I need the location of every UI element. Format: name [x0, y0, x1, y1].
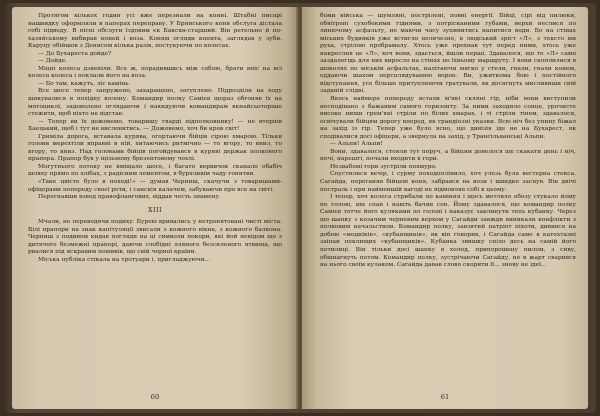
- left-page-text: [28, 13, 282, 265]
- paragraph: боми війська — шумляні, пострілені, повні енергії. Бійці, сірі від пилюки, обвітрені сухобокими гіднями, з потрісканими губами, верхи неслися по линючому асфальту, не маючи часу зупинитись напитися води. Бо на стінах міських будинків уже встигло величезне, в людський зріст «Л», з тексто ми руха, стрілою пробрамалу. Хтось уже прохнав тут перед ними, хтось уже накреслив це «Л», хоч вони, здається, йшли перші. Здавалося, що те «Л» само заздалегідь для них виросло на стінах по їхньому маршруту. І вони скоплилися в шоколях по міськім асфальтах, налітаючи мягко у стели, гнали, гнали конем, оддаючи шахом персплядуванню вороп. Ви, ужиткома бою і постійного відступання, усе більше притуплюючи гратували, як досягнуть мисливиши свій заданій слідві.: [320, 13, 576, 95]
- paragraph: Міцні колеса дзвеніли. Все ж, порадившись між собою, брати вніс на всі колеса колеса і поклали його на воза.: [28, 65, 282, 80]
- right-page-text: [320, 13, 576, 270]
- dialog-line: — Тепер ви їх дожовемо, товаришу гварді підполковнику! — не втерпів Хаецький, щоб і тут не висловитись. — Дожовемо, хоч би кров світ!: [28, 118, 282, 133]
- book-spread: [4, 3, 596, 413]
- paragraph: Спустилися вечір, і сурму походоплінило, хоч улезь була вестерна стекса. Сагайда, переганяв бійцеві коня, забрався на вози і швидко заснув. Він двічі постраль і при найменшій вагоді не відмовляв собі в цьому.: [320, 171, 576, 193]
- page-number-right: 61: [440, 393, 450, 401]
- paragraph: Мчали, не переводячи подиху. Бурею вривались у нетронятовані чисті міста. Білі прапори на знак капітуляції звисали з кожного вікна, з кожного балкона. Черниш з подивом кидав погляди на ці символи покори, які йой невідом ще з дитячого безмежні прапорі, даючи слобідні лляного безсиленого ятвища, що рвалися під яскравим помивів, що свій чорної країни.: [28, 219, 282, 256]
- page-number-left: 60: [150, 393, 160, 401]
- dialog-line: — До Бухареста дойде?: [38, 50, 112, 57]
- paragraph: Перегнавши взвод правофлангових, віддав честь знамену.: [38, 194, 221, 201]
- left-page: [12, 7, 298, 409]
- paragraph: «Таке цвісте було в поході!» — думав Черниш, скачучи з товаришами-офіцерами попереду своєї роти, і санскія калачем, забуваючи про все на світі.: [28, 179, 282, 193]
- paragraph: Вони, здавалося, стояли тут поруч, а бійцям довелося ще скакати день і ніч, ночі, нарешті, почали входити в гори.: [320, 148, 576, 163]
- paragraph: Все шосе тепер запружено, захаращено, затуплено. Підрозділи на ходу шикувалися в похідну колону. Командир полку Самієв щораз обгоняв їх на мотоциклі, задоволено оглядаючи і накидуючи командирам вкнайсьоторіше стежити, щоб ніхто не відстав.: [28, 88, 282, 118]
- dialog-line: — Бо там, кажуть, ліс камінь.: [38, 80, 131, 87]
- dialog-line: — Дойде.: [38, 58, 68, 65]
- paragraph: Незвабомі гори зустріли похмуро.: [330, 163, 437, 170]
- paragraph: Гриміла дорога, вставала курява, огортаючи бійців сірою хмарою. Тільки голови мерехтіли вправні в ній, хитаючись ритмічно — то вгору, то вниз, то вгору, то вниз. Над головами бійців погойдувався в куряві держак полкового прапора. Прапор був у щільному брезентовому чохлі.: [28, 133, 282, 163]
- dialog-line: — Альпи! Альпи!: [330, 141, 383, 148]
- paragraph: Протягом кількох годин усі вже перезнали на конні. Штабні писарі нашвидку оформляли в паперах переправу. У Брянського коня обслуга дістала собі підводу. В пісні обслуги їздовим єк Баксян-старший. Він ретельно й по-хазяйському вибирав коней і воза. Коням огляди копита, заглядав у зуби. Каруцу обійшов з Денисом кілька разів, постукуючи по колесах.: [28, 13, 282, 50]
- paragraph: Якесь наймере попереду встали м'які скляні гір, ніби вони виступили несподівано з бажаним самого горизонту. За ними заходило сонце, урочисте високо нищи грем'які стріли по білих хмарах, і ті стріли тінем, здавалося, освічували бійцям дорогу вперед, як грандіозні указки. Всю ніч без упину біжал на захід із гір. Тепер уже було ясно, що дивізія іде не на Бухарест, як сподівалися досі офіцери, а звернула на захід, у Трансільванські Альпи.: [320, 96, 576, 140]
- paragraph: Могутнього потоку не вміщало шосе, і багато вервичок сканало обабіч шляху прямо по хлібах, з радісним лементом, в бурхливім чаду гонитви.: [28, 163, 282, 178]
- right-page: [302, 7, 588, 409]
- chapter-heading: XIII: [148, 206, 162, 214]
- paragraph: І тепер, хоч колеса стрибали по каміння і щось метляло обозу стукало йому по голові, він спав і навіть бачив сон. Йому здавалося, що командир полку Самієв тотче його куляками по голові і наказує заклинути тепь кубанку. Через що шапку з козачим черневим верхом у Сагайди завжди виникали конфлікти з полковим начальством. Командир полку, завзятий патріот піхоти, дивився на добою «моднікiв», «кубанщиків», як він говорив, і Сагайда саме в катехтазні заіпаи пеклищих «кубанщиків». Кубанка звишку сніло десь на самій його потилиці. Він тільки досі шапку в холод, припорошену пилом, з сиву, обшнагнуть потом. Командир полку, зустрічаючи Сагайду, не в жарт сварився на нього своїм кулаком. Сагайда давав слово скорити її... знову не ідеї...: [320, 194, 576, 269]
- paragraph: Міська публіка стікала на тротуари і, пригладжуючи...: [38, 256, 211, 263]
